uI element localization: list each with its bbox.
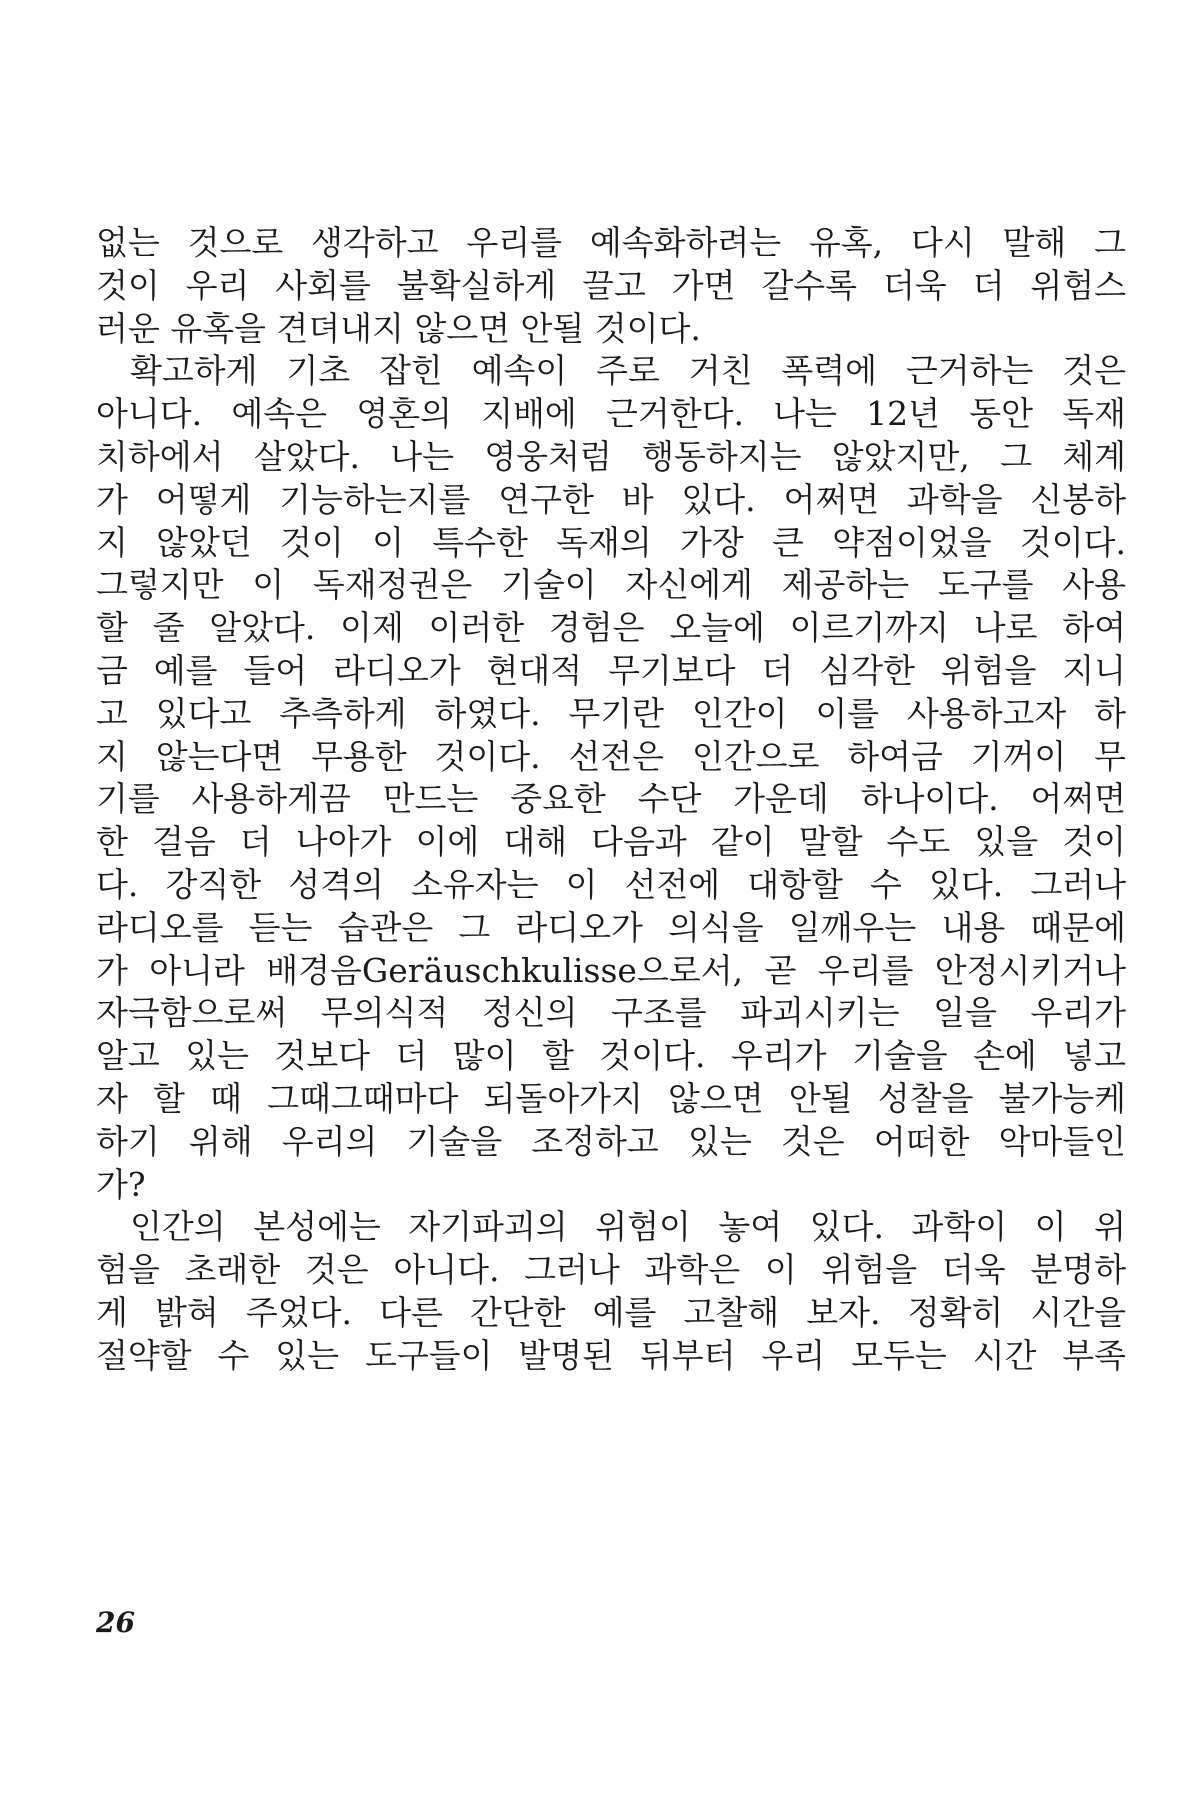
body-text bbox=[96, 222, 1126, 1378]
text-line: 금 예를 들어 라디오가 현대적 무기보다 더 심각한 위험을 지니 bbox=[96, 650, 1126, 690]
text-line: 가 어떻게 기능하는지를 연구한 바 있다. 어쩌면 과학을 신봉하 bbox=[96, 479, 1126, 519]
text-line: 인간의 본성에는 자기파괴의 위험이 놓여 있다. 과학이 이 위 bbox=[130, 1207, 1126, 1247]
text-line: 치하에서 살았다. 나는 영웅처럼 행동하지는 않았지만, 그 체계 bbox=[96, 436, 1126, 476]
text-line: 자극함으로써 무의식적 정신의 구조를 파괴시키는 일을 우리가 bbox=[96, 993, 1126, 1033]
text-line: 기를 사용하게끔 만드는 중요한 수단 가운데 하나이다. 어쩌면 bbox=[96, 779, 1126, 819]
text-line: 지 않는다면 무용한 것이다. 선전은 인간으로 하여금 기꺼이 무 bbox=[96, 736, 1126, 776]
text-line: 그렇지만 이 독재정권은 기술이 자신에게 제공하는 도구를 사용 bbox=[96, 565, 1126, 605]
page-number: 26 bbox=[96, 1606, 135, 1639]
text-line: 게 밝혀 주었다. 다른 간단한 예를 고찰해 보자. 정확히 시간을 bbox=[96, 1292, 1126, 1332]
text-line: 없는 것으로 생각하고 우리를 예속화하려는 유혹, 다시 말해 그 bbox=[96, 223, 1126, 262]
text-line: 자 할 때 그때그때마다 되돌아가지 않으면 안될 성찰을 불가능케 bbox=[96, 1078, 1126, 1118]
text-line: 러운 유혹을 견뎌내지 않으면 안될 것이다. bbox=[96, 308, 701, 348]
text-line: 지 않았던 것이 이 특수한 독재의 가장 큰 약점이었을 것이다. bbox=[96, 522, 1126, 562]
text-line: 알고 있는 것보다 더 많이 할 것이다. 우리가 기술을 손에 넣고 bbox=[96, 1036, 1126, 1076]
text-line: 라디오를 듣는 습관은 그 라디오가 의식을 일깨우는 내용 때문에 bbox=[96, 907, 1126, 947]
text-line: 험을 초래한 것은 아니다. 그러나 과학은 이 위험을 더욱 분명하 bbox=[96, 1250, 1126, 1290]
text-line: 아니다. 예속은 영혼의 지배에 근거한다. 나는 12년 동안 독재 bbox=[96, 394, 1126, 434]
text-line: 할 줄 알았다. 이제 이러한 경험은 오늘에 이르기까지 나로 하여 bbox=[96, 608, 1126, 648]
text-line: 한 걸음 더 나아가 이에 대해 다음과 같이 말할 수도 있을 것이 bbox=[96, 822, 1126, 862]
text-line: 절약할 수 있는 도구들이 발명된 뒤부터 우리 모두는 시간 부족 bbox=[96, 1335, 1126, 1375]
text-line: 다. 강직한 성격의 소유자는 이 선전에 대항할 수 있다. 그러나 bbox=[96, 864, 1126, 904]
text-line: 확고하게 기초 잡힌 예속이 주로 거친 폭력에 근거하는 것은 bbox=[130, 351, 1126, 391]
text-line: 가? bbox=[96, 1164, 146, 1204]
text-line: 고 있다고 추측하게 하였다. 무기란 인간이 이를 사용하고자 하 bbox=[96, 693, 1126, 733]
text-line: 것이 우리 사회를 불확실하게 끌고 가면 갈수록 더욱 더 위험스 bbox=[96, 265, 1126, 305]
text-line: 하기 위해 우리의 기술을 조정하고 있는 것은 어떠한 악마들인 bbox=[96, 1121, 1126, 1161]
text-line: 가 아니라 배경음Geräuschkulisse으로서, 곧 우리를 안정시키거나 bbox=[96, 950, 1126, 990]
